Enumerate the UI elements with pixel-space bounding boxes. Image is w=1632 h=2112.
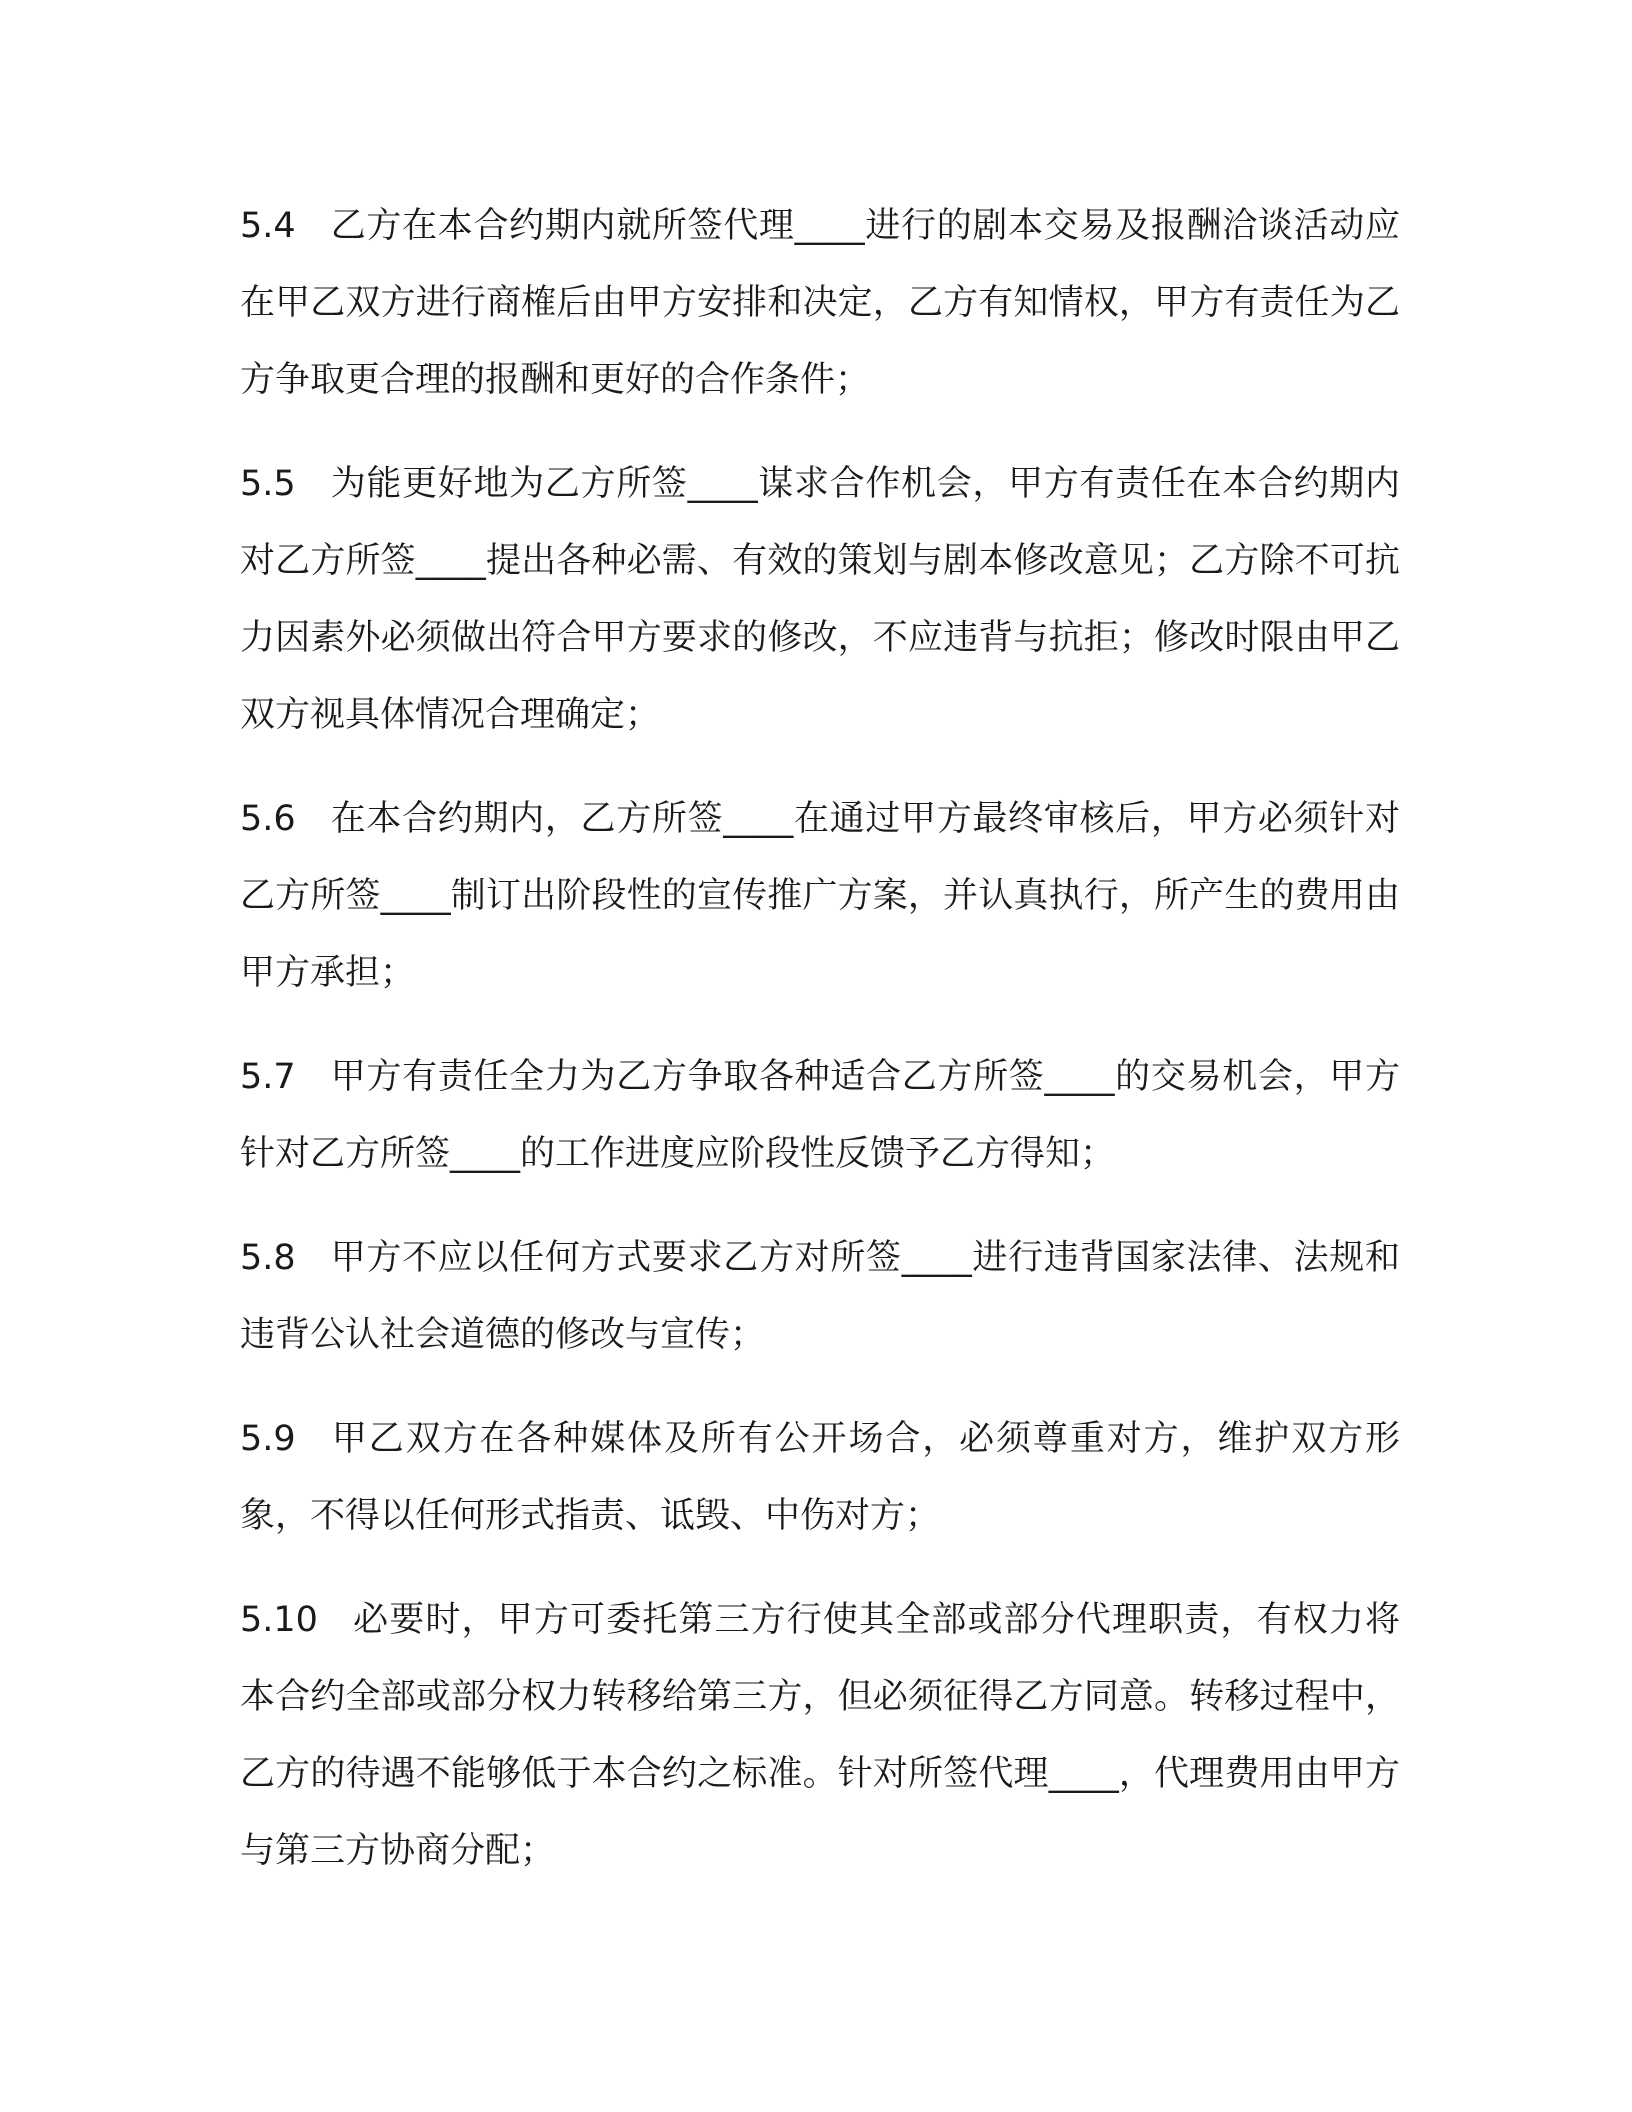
clause-5-6 xyxy=(240,781,1400,1012)
clause-5-10 xyxy=(240,1582,1400,1890)
clause-5-5 xyxy=(240,446,1400,754)
clause-5-9 xyxy=(240,1401,1400,1555)
clause-text: 乙方在本合约期内就所签代理____进行的剧本交易及报酬洽谈活动应在甲乙双方进行商榷后由甲方安排和决定，乙方有知情权，甲方有责任为乙方争取更合理的报酬和更好的合作条件； xyxy=(240,206,1400,400)
clause-text: 甲乙双方在各种媒体及所有公开场合，必须尊重对方，维护双方形象，不得以任何形式指责、诋毁、中伤对方； xyxy=(240,1419,1400,1536)
clause-text: 甲方不应以任何方式要求乙方对所签____进行违背国家法律、法规和违背公认社会道德的修改与宣传； xyxy=(240,1238,1400,1355)
clause-number: 5.4 xyxy=(240,206,296,246)
clause-text: 为能更好地为乙方所签____谋求合作机会，甲方有责任在本合约期内对乙方所签____提出各种必需、有效的策划与剧本修改意见；乙方除不可抗力因素外必须做出符合甲方要求的修改，不应违背与抗拒；修改时限由甲乙双方视具体情况合理确定； xyxy=(240,464,1400,735)
clause-text: 甲方有责任全力为乙方争取各种适合乙方所签____的交易机会，甲方针对乙方所签____的工作进度应阶段性反馈予乙方得知； xyxy=(240,1057,1400,1174)
clause-text: 在本合约期内，乙方所签____在通过甲方最终审核后，甲方必须针对乙方所签____制订出阶段性的宣传推广方案，并认真执行，所产生的费用由甲方承担； xyxy=(240,799,1400,993)
contract-clauses xyxy=(240,188,1400,1917)
clause-number: 5.7 xyxy=(240,1057,296,1097)
clause-number: 5.5 xyxy=(240,464,296,504)
clause-text: 必要时，甲方可委托第三方行使其全部或部分代理职责，有权力将本合约全部或部分权力转移给第三方，但必须征得乙方同意。转移过程中，乙方的待遇不能够低于本合约之标准。针对所签代理____，代理费用由甲方与第三方协商分配； xyxy=(240,1600,1400,1871)
clause-number: 5.8 xyxy=(240,1238,296,1278)
clause-5-7 xyxy=(240,1039,1400,1193)
clause-number: 5.9 xyxy=(240,1419,296,1459)
clause-number: 5.10 xyxy=(240,1600,318,1640)
clause-5-4 xyxy=(240,188,1400,419)
clause-number: 5.6 xyxy=(240,799,296,839)
clause-5-8 xyxy=(240,1220,1400,1374)
